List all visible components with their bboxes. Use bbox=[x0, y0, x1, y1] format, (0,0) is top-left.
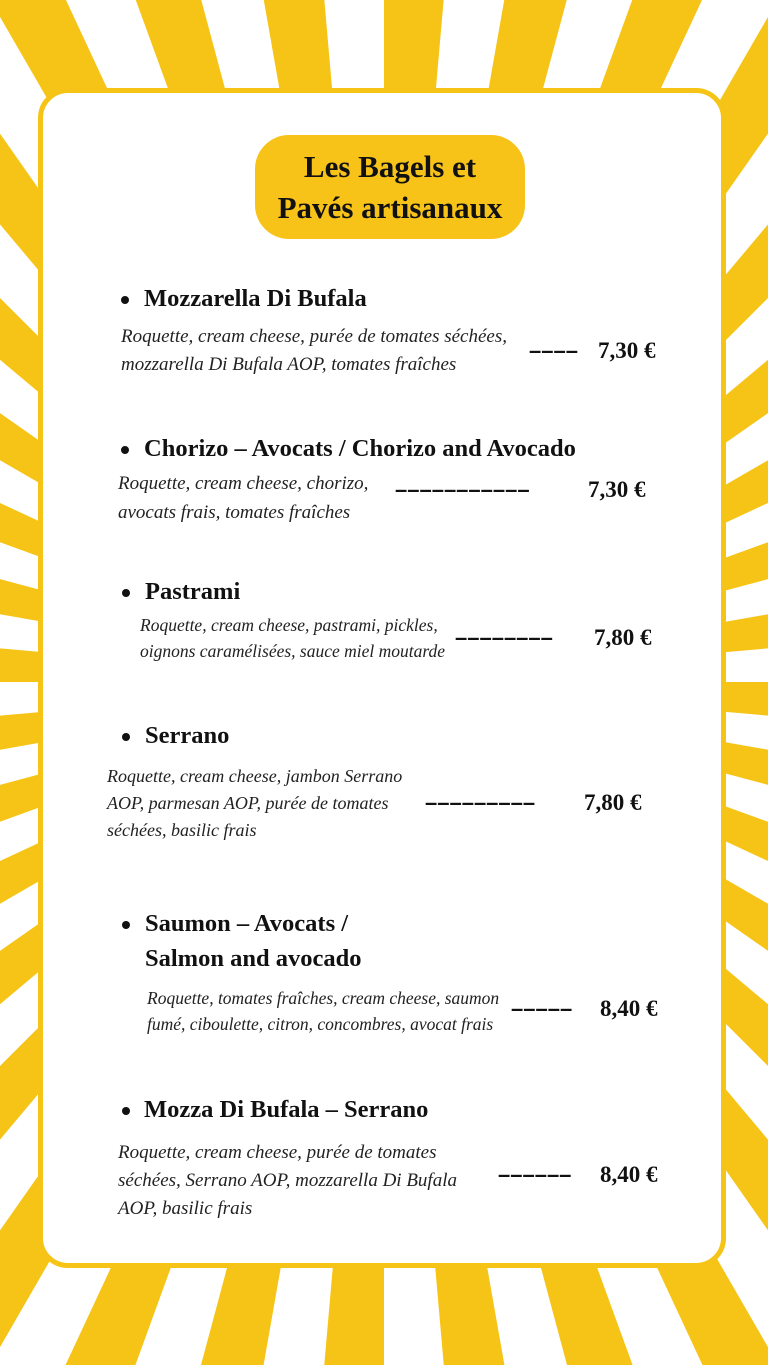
item-name-pastrami: Pastrami bbox=[145, 578, 241, 605]
item-price-mozzarella: 7,30 € bbox=[598, 338, 656, 363]
bullet-icon bbox=[122, 589, 130, 597]
item-desc-saumon-line-1: Roquette, tomates fraîches, cream cheese, saumon bbox=[147, 988, 500, 1008]
bullet-icon bbox=[121, 446, 129, 454]
bullet-icon bbox=[122, 1107, 130, 1115]
item-desc-saumon-line-2: fumé, ciboulette, citron, concombres, avocat frais bbox=[147, 1014, 494, 1034]
bullet-icon bbox=[122, 921, 130, 929]
item-desc-mozza-serrano-line-3: AOP, basilic frais bbox=[118, 1198, 253, 1219]
item-price-serrano: 7,80 € bbox=[584, 790, 642, 815]
item-desc-chorizo-line-2: avocats frais, tomates fraîches bbox=[118, 502, 351, 523]
menu-card bbox=[38, 88, 726, 1268]
item-desc-mozza-serrano-line-2: séchées, Serrano AOP, mozzarella Di Bufala bbox=[118, 1170, 457, 1191]
item-name-mozza-serrano: Mozza Di Bufala – Serrano bbox=[144, 1096, 429, 1123]
menu-title bbox=[255, 135, 525, 239]
item-desc-mozzarella-line-2: mozzarella Di Bufala AOP, tomates fraîches bbox=[121, 354, 457, 375]
item-name-mozzarella: Mozzarella Di Bufala bbox=[144, 285, 367, 312]
menu-title-line-1: Les Bagels et bbox=[303, 149, 477, 184]
item-leader-chorizo: ––––––––––– bbox=[395, 477, 530, 502]
bullet-icon bbox=[122, 733, 130, 741]
item-desc-serrano-line-3: séchées, basilic frais bbox=[107, 820, 257, 840]
item-desc-serrano-line-2: AOP, parmesan AOP, purée de tomates bbox=[107, 793, 389, 813]
item-leader-mozza-serrano: –––––– bbox=[498, 1162, 572, 1187]
item-name-chorizo: Chorizo – Avocats / Chorizo and Avocado bbox=[144, 435, 576, 462]
item-leader-serrano: ––––––––– bbox=[425, 790, 536, 815]
item-leader-mozzarella: –––– bbox=[529, 338, 578, 363]
item-desc-mozzarella-line-1: Roquette, cream cheese, purée de tomates séchées, bbox=[121, 326, 508, 347]
item-desc-pastrami-line-1: Roquette, cream cheese, pastrami, pickles, bbox=[140, 615, 438, 635]
item-name-serrano: Serrano bbox=[145, 722, 230, 749]
item-price-saumon: 8,40 € bbox=[600, 996, 658, 1021]
item-desc-mozza-serrano-line-1: Roquette, cream cheese, purée de tomates bbox=[118, 1142, 437, 1163]
item-leader-saumon: ––––– bbox=[511, 996, 573, 1021]
item-desc-pastrami-line-2: oignons caramélisées, sauce miel moutarde bbox=[140, 641, 446, 661]
item-price-mozza-serrano: 8,40 € bbox=[600, 1162, 658, 1187]
bullet-icon bbox=[121, 296, 129, 304]
item-name-saumon-line-2: Salmon and avocado bbox=[145, 945, 362, 972]
menu-title-line-2: Pavés artisanaux bbox=[277, 190, 503, 225]
item-price-chorizo: 7,30 € bbox=[588, 477, 646, 502]
item-desc-serrano-line-1: Roquette, cream cheese, jambon Serrano bbox=[107, 766, 403, 786]
item-price-pastrami: 7,80 € bbox=[594, 625, 652, 650]
item-desc-chorizo-line-1: Roquette, cream cheese, chorizo, bbox=[118, 473, 369, 494]
item-leader-pastrami: –––––––– bbox=[455, 625, 553, 650]
item-name-saumon-line-1: Saumon – Avocats / bbox=[145, 910, 349, 937]
